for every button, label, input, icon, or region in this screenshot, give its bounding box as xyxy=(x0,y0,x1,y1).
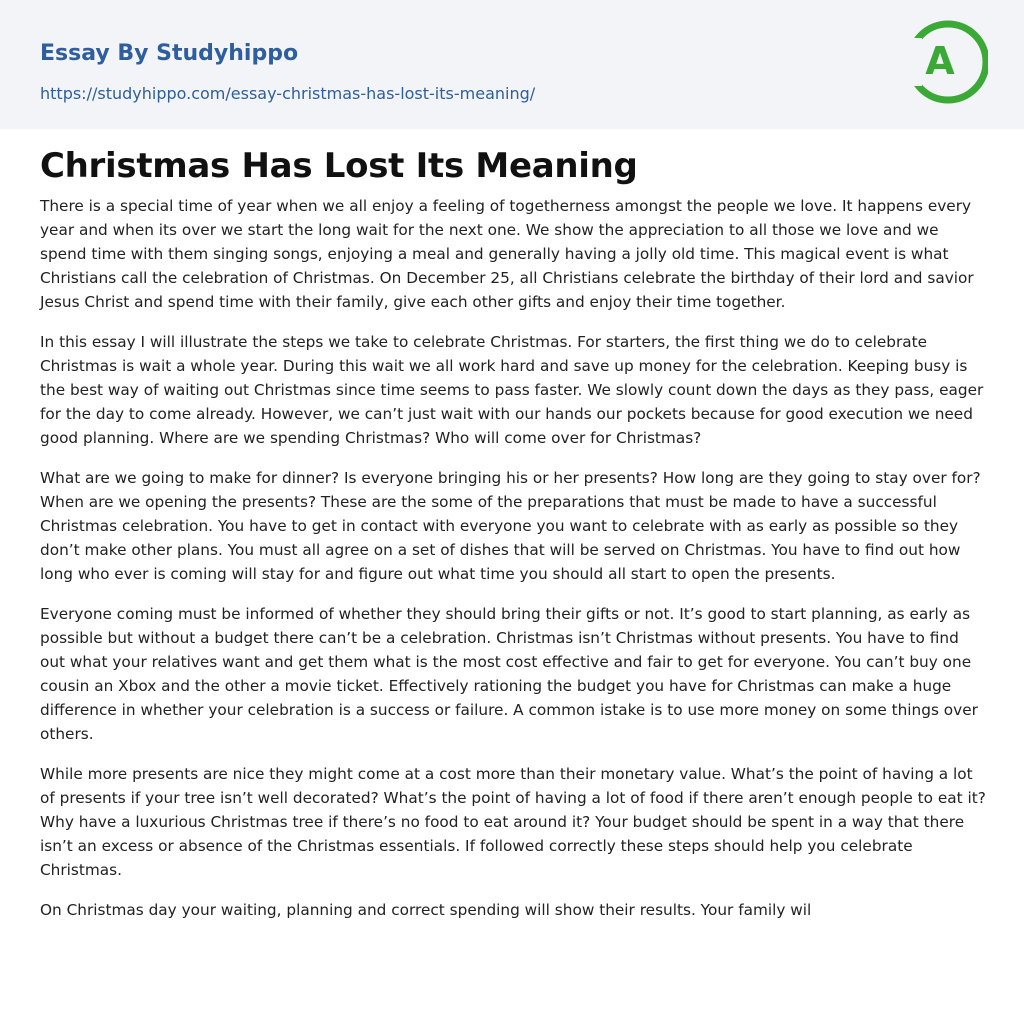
page-header xyxy=(0,0,1024,129)
essay-paragraph: Everyone coming must be informed of whether they should bring their gifts or not. It’s good to start planning, as early as possible but without a budget there can’t be a celebration. Christmas isn’t Christmas without presents. You have to find out what your relatives want and get them what is the most cost effective and fair to get for everyone. You can’t buy one cousin an Xbox and the other a movie ticket. Effectively rationing the budget you have for Christmas can make a huge difference in whether your celebration is a success or failure. A common istake is to use more money on some things over others. xyxy=(40,605,978,743)
brand-title: Essay By Studyhippo xyxy=(40,41,299,66)
essay-title: Christmas Has Lost Its Meaning xyxy=(40,146,638,186)
source-url-link[interactable]: https://studyhippo.com/essay-christmas-has-lost-its-meaning/ xyxy=(40,84,536,103)
essay-paragraph: There is a special time of year when we all enjoy a feeling of togetherness amongst the people we love. It happens every year and when its over we start the long wait for the next one. We show the appreciation to all those we love and we spend time with them singing songs, enjoying a meal and generally having a jolly old time. This magical event is what Christians call the celebration of Christmas. On December 25, all Christians celebrate the birthday of their lord and savior Jesus Christ and spend time with their family, give each other gifts and enjoy their time together. xyxy=(40,197,974,311)
logo-icon xyxy=(908,18,988,106)
essay-body xyxy=(40,194,986,938)
essay-paragraph: While more presents are nice they might come at a cost more than their monetary value. What’s the point of having a lot of presents if your tree isn’t well decorated? What’s the point of having a lot of food if there aren’t enough people to eat it? Why have a luxurious Christmas tree if there’s no food to eat around it? Your budget should be spent in a way that there isn’t an excess or absence of the Christmas essentials. If followed correctly these steps should help you celebrate Christmas. xyxy=(40,765,986,879)
essay-paragraph: In this essay I will illustrate the steps we take to celebrate Christmas. For starters, the first thing we do to celebrate Christmas is wait a whole year. During this wait we all work hard and save up money for the celebration. Keeping busy is the best way of waiting out Christmas since time seems to pass faster. We slowly count down the days as they pass, eager for the day to come already. However, we can’t just wait with our hands our pockets because for good execution we need good planning. Where are we spending Christmas? Who will come over for Christmas? xyxy=(40,333,984,447)
essay-paragraph: On Christmas day your waiting, planning and correct spending will show their results. Your family wil xyxy=(40,901,812,919)
logo-letter: A xyxy=(925,39,955,83)
essay-paragraph: What are we going to make for dinner? Is everyone bringing his or her presents? How long are they going to stay over for? When are we opening the presents? These are the some of the preparations that must be made to have a successful Christmas celebration. You have to get in contact with everyone you want to celebrate with as early as possible so they don’t make other plans. You must all agree on a set of dishes that will be served on Christmas. You have to find out how long who ever is coming will stay for and figure out what time you should all start to open the presents. xyxy=(40,469,981,583)
studyhippo-logo[interactable] xyxy=(908,18,988,106)
